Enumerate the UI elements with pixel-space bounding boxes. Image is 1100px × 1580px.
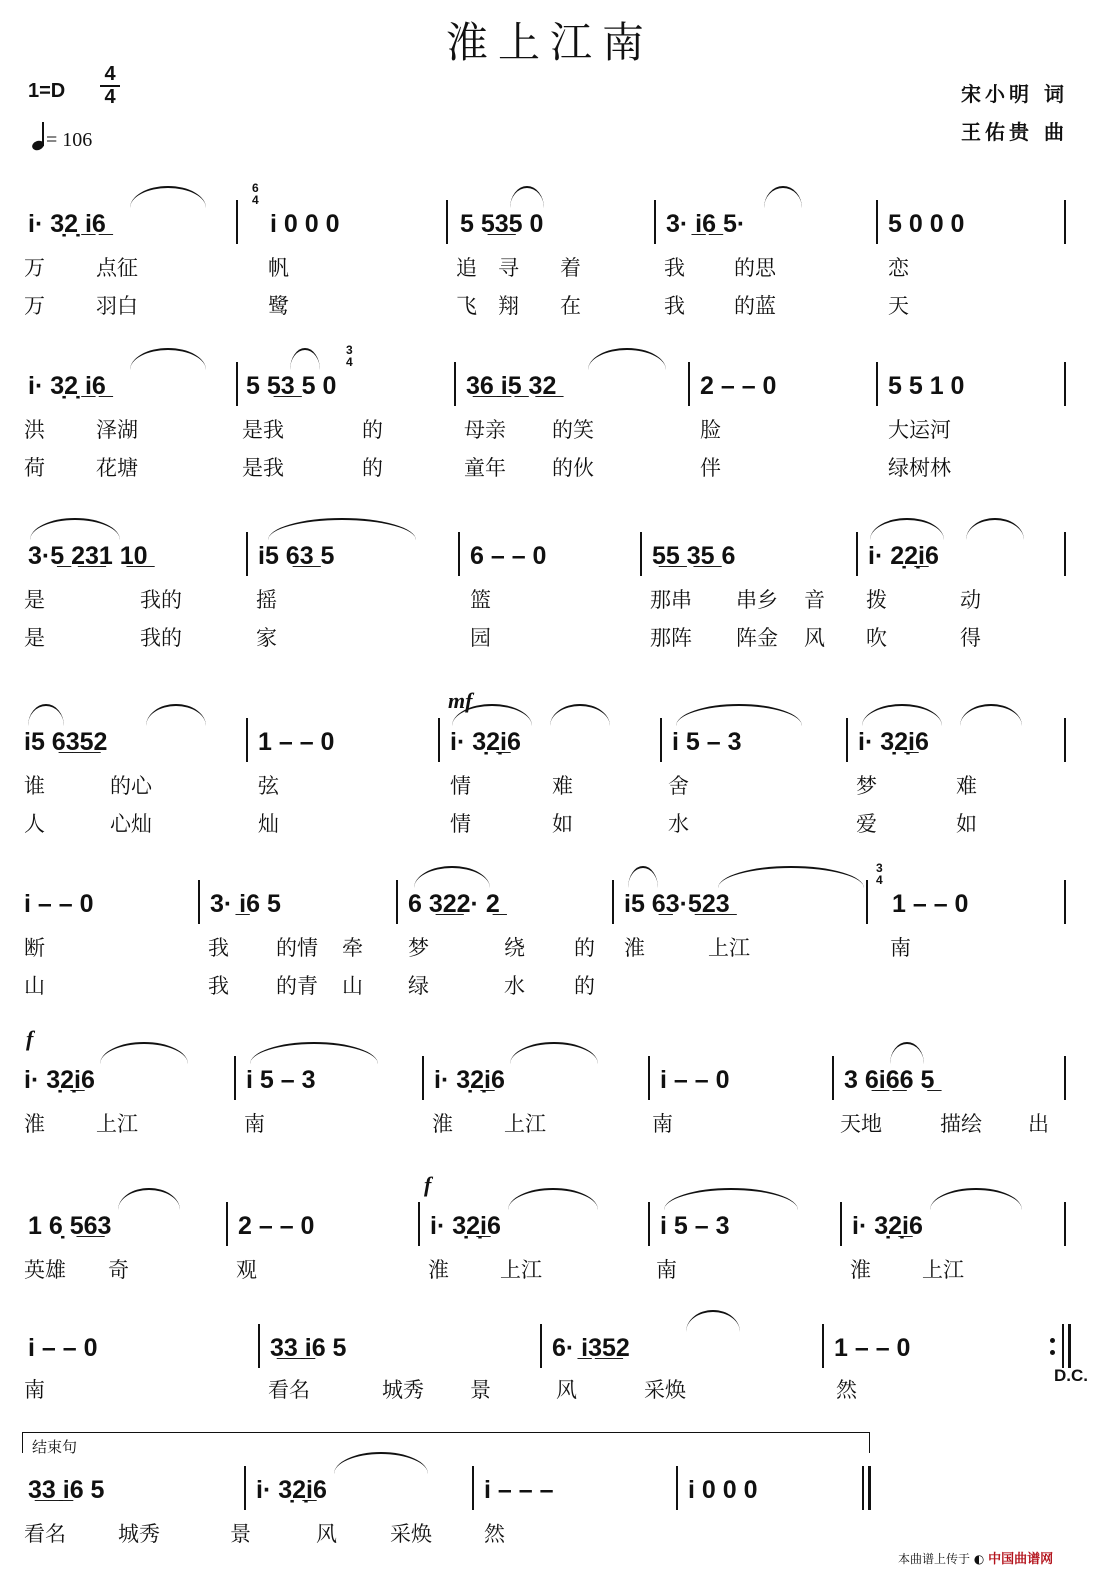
measure: 2 – – 0 [700, 371, 777, 400]
lyric: 天地 [840, 1112, 882, 1136]
slur [130, 186, 206, 208]
lyric: 上江 [504, 1112, 546, 1136]
barline [660, 718, 662, 762]
final-barline [868, 1466, 871, 1510]
lyrics-verse-2 [0, 622, 1100, 652]
lyric: 难 [956, 774, 977, 798]
lyric: 南 [652, 1112, 673, 1136]
barline [236, 362, 238, 406]
lyric: 淮 [432, 1112, 453, 1136]
ending-bracket [22, 1432, 870, 1453]
lyric: 淮 [850, 1258, 871, 1282]
measure: 5 0 0 0 [888, 209, 965, 238]
lyric: 南 [890, 936, 911, 960]
lyric: 上江 [500, 1258, 542, 1282]
measure: i 0 0 0 [688, 1475, 758, 1504]
measure: i· 3̣2̣ i̲6̲ [28, 371, 106, 400]
footer-prefix: 本曲谱上传于 [898, 1552, 971, 1566]
lyric: 风 [804, 626, 825, 650]
lyric: 音 [804, 588, 825, 612]
notation-row [0, 688, 1100, 768]
lyrics-verse-2 [0, 970, 1100, 1000]
barline [246, 718, 248, 762]
lyric: 我的 [140, 588, 182, 612]
lyric: 山 [24, 974, 45, 998]
lyric: 寻 [498, 256, 519, 280]
lyric: 串乡 [736, 588, 778, 612]
lyrics-verse-1 [0, 770, 1100, 800]
lyric: 的 [574, 974, 595, 998]
slur [146, 704, 206, 726]
lyric: 我 [664, 294, 685, 318]
lyric: 母亲 [464, 418, 506, 442]
lyric: 飞 [456, 294, 477, 318]
measure: i5 6̲3̲ 5 [258, 541, 335, 570]
lyric: 情 [450, 812, 471, 836]
lyric: 难 [552, 774, 573, 798]
lyric: 的心 [110, 774, 152, 798]
footer-site-link[interactable]: 中国曲谱网 [988, 1552, 1054, 1567]
lyric: 那阵 [650, 626, 692, 650]
lyric: 水 [504, 974, 525, 998]
lyrics-verse-1 [0, 1254, 1100, 1284]
measure: 1 – – 0 [834, 1333, 911, 1362]
lyric: 着 [560, 256, 581, 280]
slur [510, 186, 544, 208]
lyric: 的情 [276, 936, 318, 960]
measure: i· 3̣2̣i̲6 [852, 1211, 923, 1240]
lyrics-verse-1 [0, 1108, 1100, 1138]
slur [510, 1042, 598, 1064]
slur [676, 704, 802, 726]
lyric: 伴 [700, 456, 721, 480]
lyric: 南 [656, 1258, 677, 1282]
measure: 5 5̲3̲5 0 [460, 209, 544, 238]
barline [1064, 532, 1066, 576]
lyric: 恋 [888, 256, 909, 280]
lyric: 吹 [866, 626, 887, 650]
slur [930, 1188, 1022, 1210]
dynamic-marking: f [424, 1172, 432, 1197]
barline [244, 1466, 246, 1510]
slur [100, 1042, 188, 1064]
song-title: 淮上江南 [445, 18, 654, 67]
barline [1064, 1056, 1066, 1100]
lyric: 追 [456, 256, 477, 280]
lyric: 淮 [428, 1258, 449, 1282]
barline [198, 880, 200, 924]
time-sig-numerator: 4 [104, 63, 116, 85]
barline [418, 1202, 420, 1246]
lyric: 我 [664, 256, 685, 280]
lyric: 帆 [268, 256, 289, 280]
measure-time-change: 3 4 [346, 343, 353, 369]
lyric: 是 [24, 626, 45, 650]
lyric: 翔 [498, 294, 519, 318]
time-sig-denominator: 4 [104, 86, 116, 108]
lyric: 情 [450, 774, 471, 798]
measure: 3 6̲i̲6̲6 5̲ [844, 1065, 935, 1094]
measure: 3̲6̲ i̲5̲ 3̲2̲ [466, 371, 557, 400]
barline [246, 532, 248, 576]
measure: i· 2̣2̣i̲6 [868, 541, 939, 570]
ending-label: 结束句 [32, 1438, 78, 1456]
tempo-marking [32, 124, 92, 152]
barline [648, 1202, 650, 1246]
barline [540, 1324, 542, 1368]
measure: 5 5̲3̲ 5 0 [246, 371, 337, 400]
barline [1062, 1324, 1064, 1368]
lyric: 是我 [242, 456, 284, 480]
measure: i 5 – 3 [672, 727, 742, 756]
lyric: 的 [362, 456, 383, 480]
measure: 2 – – 0 [238, 1211, 315, 1240]
measure: 5̲5̲ 3̲5̲ 6 [652, 541, 736, 570]
measure: 3̲3̲ i̲6 5 [270, 1333, 347, 1362]
barline [676, 1466, 678, 1510]
lyric: 如 [956, 812, 977, 836]
lyric: 梦 [856, 774, 877, 798]
slur [966, 518, 1024, 540]
barline [654, 200, 656, 244]
barline [446, 200, 448, 244]
lyric: 天 [888, 294, 909, 318]
measure: 3̲3̲ i̲6 5 [28, 1475, 105, 1504]
measure: 3·5̲ 2̲3̲1 1̲0̲ [28, 541, 148, 570]
tempo-value: = 106 [46, 129, 93, 151]
repeat-dot [1050, 1350, 1055, 1355]
lyric: 风 [316, 1522, 337, 1546]
lyric: 描绘 [940, 1112, 982, 1136]
lyric: 万 [24, 294, 45, 318]
barline [454, 362, 456, 406]
measure: i· 3̣2̣i̲6 [430, 1211, 501, 1240]
lyric: 童年 [464, 456, 506, 480]
notation-row [0, 861, 1100, 930]
lyric: 弦 [258, 774, 279, 798]
measure: i – – 0 [28, 1333, 98, 1362]
lyric: 的伙 [552, 456, 594, 480]
notation-row [0, 181, 1100, 250]
lyric: 风 [556, 1378, 577, 1402]
barline [1064, 362, 1066, 406]
lyric: 牵 [342, 936, 363, 960]
lyric: 羽白 [96, 294, 138, 318]
lyric: 观 [236, 1258, 257, 1282]
lyricist-credit: 宋小明 词 [961, 82, 1068, 106]
quarter-note-icon [32, 124, 46, 150]
lyrics-verse-1 [0, 1374, 1100, 1404]
final-barline [1068, 1324, 1071, 1368]
lyric: 然 [836, 1378, 857, 1402]
upload-footer [898, 1548, 1053, 1567]
lyric: 阵金 [736, 626, 778, 650]
slur [890, 1042, 924, 1064]
site-logo-icon: ◐ [973, 1552, 985, 1566]
lyric: 在 [560, 294, 581, 318]
barline [856, 532, 858, 576]
barline [226, 1202, 228, 1246]
measure: i· 3̣2̣ i̲6̲ [28, 209, 106, 238]
lyric: 上江 [708, 936, 750, 960]
lyric: 的蓝 [734, 294, 776, 318]
measure: i – – – [484, 1475, 554, 1504]
composer-credit: 王佑贵 曲 [961, 120, 1068, 144]
lyric: 绿 [408, 974, 429, 998]
measure: 6 3̲2̲2· 2̲ [408, 889, 500, 918]
lyric: 爱 [856, 812, 877, 836]
lyric: 我 [208, 974, 229, 998]
lyric: 谁 [24, 774, 45, 798]
barline [640, 532, 642, 576]
measure: i 5 – 3 [246, 1065, 316, 1094]
slur [250, 1042, 378, 1064]
slur [414, 866, 490, 888]
lyric: 是 [24, 588, 45, 612]
lyric: 上江 [922, 1258, 964, 1282]
lyric: 动 [960, 588, 981, 612]
measure: i 5 – 3 [660, 1211, 730, 1240]
lyric: 的 [574, 936, 595, 960]
measure: i· 3̣2̣i̲6 [434, 1065, 505, 1094]
repeat-dot [1050, 1338, 1055, 1343]
lyric: 山 [342, 974, 363, 998]
lyric: 我的 [140, 626, 182, 650]
slur [588, 348, 666, 370]
measure: 1 – – 0 [892, 889, 969, 918]
notation-row [0, 1172, 1100, 1252]
lyric: 水 [668, 812, 689, 836]
barline [234, 1056, 236, 1100]
slur [628, 866, 658, 888]
barline [688, 362, 690, 406]
measure-time-change: 3 4 [876, 861, 883, 887]
lyric: 梦 [408, 936, 429, 960]
lyrics-verse-1 [0, 584, 1100, 614]
lyrics-verse-1 [0, 932, 1100, 962]
measure: 1 – – 0 [258, 727, 335, 756]
lyric: 断 [24, 936, 45, 960]
lyric: 采焕 [390, 1522, 432, 1546]
lyric: 然 [484, 1522, 505, 1546]
lyric: 花塘 [96, 456, 138, 480]
lyric: 上江 [96, 1112, 138, 1136]
lyrics-verse-2 [0, 290, 1100, 320]
barline [822, 1324, 824, 1368]
measure: i5 6̲3·5̲2̲3̲ [624, 889, 730, 918]
barline [832, 1056, 834, 1100]
barline [862, 1466, 864, 1510]
lyric: 景 [470, 1378, 491, 1402]
measure: 3· i̲6 5 [210, 889, 281, 918]
measure: 6· i̲3̲5̲2 [552, 1333, 630, 1362]
barline [472, 1466, 474, 1510]
measure: i· 3̣2̣i̲6 [24, 1065, 95, 1094]
barline [438, 718, 440, 762]
lyric: 泽湖 [96, 418, 138, 442]
lyric: 人 [24, 812, 45, 836]
lyric: 点征 [96, 256, 138, 280]
measure: 1 6̣ 5̲6̲3 [28, 1211, 112, 1240]
slur [268, 518, 416, 540]
slur [870, 518, 944, 540]
measure-time-change: 6 4 [252, 181, 259, 207]
slur [290, 348, 320, 370]
measure: 3· i̲6̲ 5· [666, 209, 746, 238]
lyric: 的笑 [552, 418, 594, 442]
lyric: 灿 [258, 812, 279, 836]
da-capo-marking: D.C. [1054, 1366, 1088, 1385]
measure: 5 5 1 0 [888, 371, 965, 400]
notation-row [0, 1324, 1100, 1374]
slur [28, 704, 64, 726]
barline [840, 1202, 842, 1246]
measure: 6 – – 0 [470, 541, 547, 570]
lyric: 绕 [504, 936, 525, 960]
measure: i· 3̣2̣i̲6 [256, 1475, 327, 1504]
lyric: 荷 [24, 456, 45, 480]
lyric: 我 [208, 936, 229, 960]
lyric: 心灿 [110, 812, 152, 836]
lyric: 看名 [24, 1522, 66, 1546]
measure: i 0 0 0 [270, 209, 340, 238]
barline [876, 200, 878, 244]
barline [236, 200, 238, 244]
barline [1064, 200, 1066, 244]
lyrics-verse-2 [0, 808, 1100, 838]
dynamic-marking: f [26, 1026, 34, 1051]
lyric: 园 [470, 626, 491, 650]
barline [422, 1056, 424, 1100]
barline [258, 1324, 260, 1368]
barline [1064, 880, 1066, 924]
lyric: 如 [552, 812, 573, 836]
barline [458, 532, 460, 576]
key-signature: 1=D [28, 80, 66, 102]
slur [718, 866, 864, 888]
barline [876, 362, 878, 406]
lyric: 那串 [650, 588, 692, 612]
notation-row [0, 1466, 1100, 1516]
lyric: 是我 [242, 418, 284, 442]
barline [1064, 718, 1066, 762]
lyric: 篮 [470, 588, 491, 612]
lyric: 万 [24, 256, 45, 280]
lyric: 摇 [256, 588, 277, 612]
measure: i5 6̲3̲5̲2 [24, 727, 108, 756]
slur [118, 1188, 180, 1210]
slur [508, 1188, 598, 1210]
lyric: 淮 [624, 936, 645, 960]
lyric: 景 [230, 1522, 251, 1546]
measure: i – – 0 [660, 1065, 730, 1094]
measure: i· 3̣2̣i̲6 [858, 727, 929, 756]
lyric: 英雄 [24, 1258, 66, 1282]
measure: i· 3̣2̣i̲6 [450, 727, 521, 756]
slur [862, 704, 942, 726]
notation-row [0, 532, 1100, 582]
barline [1064, 1202, 1066, 1246]
dynamic-marking: mf [448, 688, 473, 713]
barline [612, 880, 614, 924]
lyric: 淮 [24, 1112, 45, 1136]
lyric: 家 [256, 626, 277, 650]
lyric: 南 [24, 1378, 45, 1402]
notation-row [0, 343, 1100, 412]
lyric: 出 [1028, 1112, 1049, 1136]
lyric: 采焕 [644, 1378, 686, 1402]
barline [866, 880, 868, 924]
lyric: 南 [244, 1112, 265, 1136]
lyrics-verse-2 [0, 452, 1100, 482]
slur [664, 1188, 798, 1210]
time-signature [98, 64, 122, 108]
lyric: 看名 [268, 1378, 310, 1402]
lyric: 城秀 [118, 1522, 160, 1546]
slur [334, 1452, 428, 1474]
lyric: 脸 [700, 418, 721, 442]
lyric: 的青 [276, 974, 318, 998]
lyric: 得 [960, 626, 981, 650]
slur [764, 186, 802, 208]
lyric: 拨 [866, 588, 887, 612]
barline [648, 1056, 650, 1100]
barline [846, 718, 848, 762]
lyric: 奇 [108, 1258, 129, 1282]
lyric: 大运河 [888, 418, 951, 442]
lyric: 的 [362, 418, 383, 442]
lyric: 鹭 [268, 294, 289, 318]
lyric: 绿树林 [888, 456, 951, 480]
measure: i – – 0 [24, 889, 94, 918]
lyrics-verse-1 [0, 1518, 1100, 1548]
slur [960, 704, 1022, 726]
slur [550, 704, 610, 726]
slur [30, 518, 120, 540]
lyric: 城秀 [382, 1378, 424, 1402]
slur [686, 1310, 740, 1332]
notation-row [0, 1026, 1100, 1106]
lyrics-verse-1 [0, 252, 1100, 282]
lyrics-verse-1 [0, 414, 1100, 444]
lyric: 舍 [668, 774, 689, 798]
slur [130, 348, 206, 370]
lyric: 的思 [734, 256, 776, 280]
lyric: 洪 [24, 418, 45, 442]
barline [396, 880, 398, 924]
